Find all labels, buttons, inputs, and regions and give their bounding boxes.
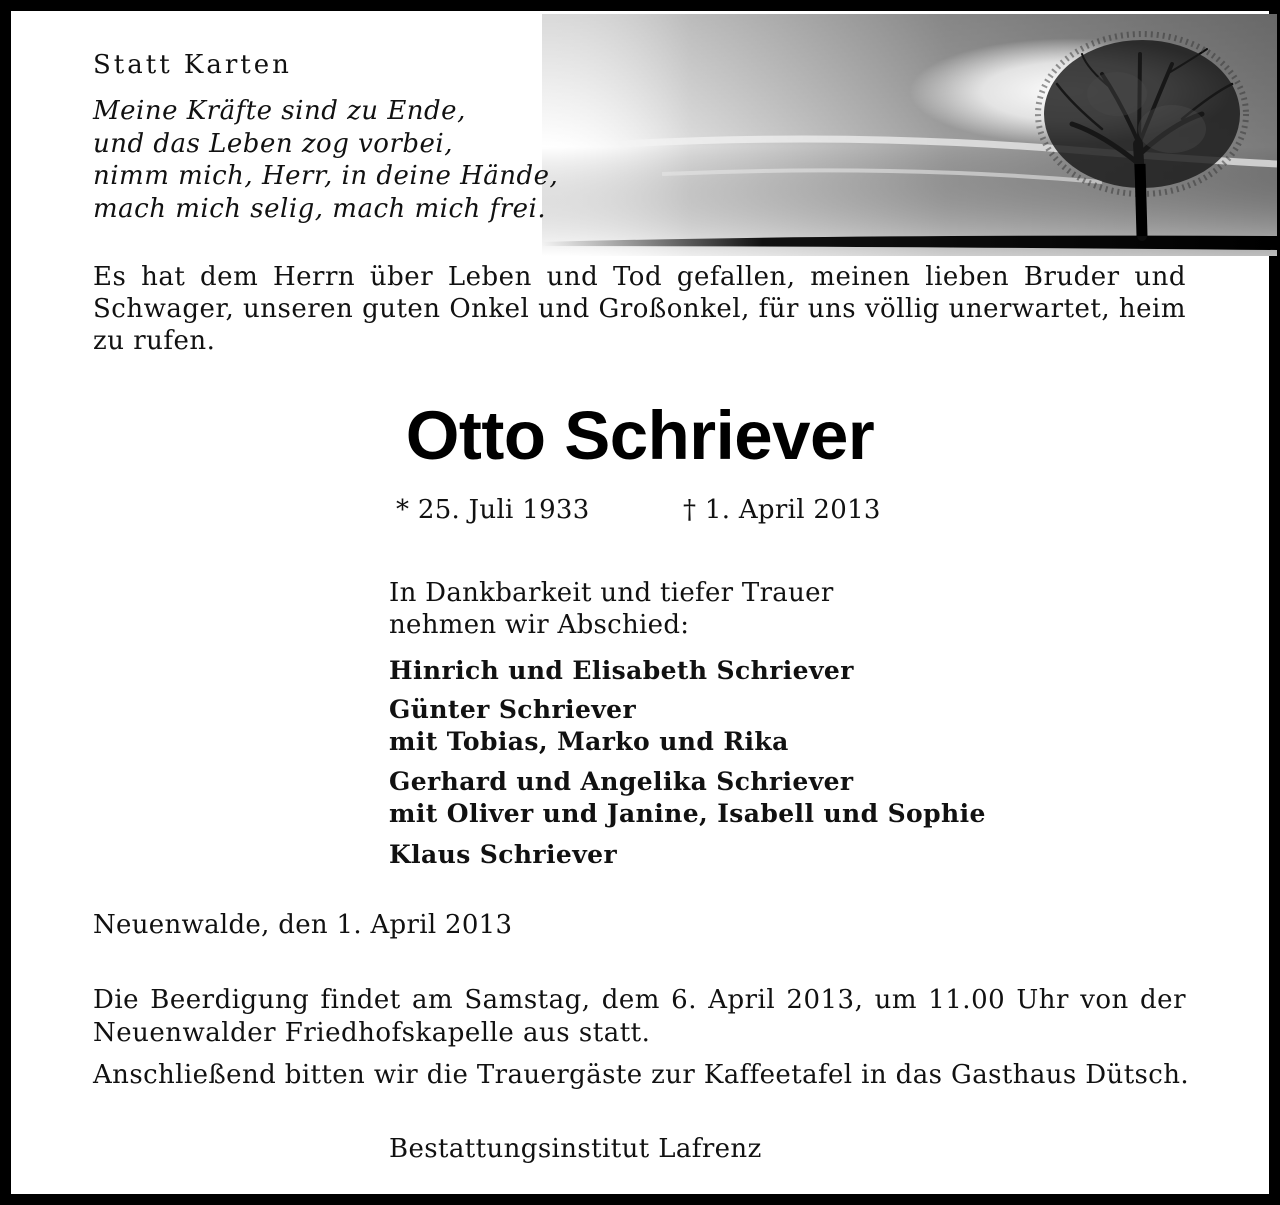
death-date: † 1. April 2013 — [683, 495, 881, 525]
intro-paragraph: Es hat dem Herrn über Leben und Tod gefallen, meinen lieben Bruder und Schwager, unseren guten Onkel und Großonkel, für uns völlig unerwartet, heim zu rufen. — [93, 262, 1186, 356]
statt-karten-label: Statt Karten — [93, 50, 292, 80]
farewell-text — [389, 577, 834, 641]
birth-date: * 25. Juli 1933 — [396, 495, 590, 525]
verse-line: Meine Kräfte sind zu Ende, — [93, 96, 466, 126]
verse-line: nimm mich, Herr, in deine Hände, — [93, 161, 559, 191]
funeral-info: Die Beerdigung findet am Samstag, dem 6. April 2013, um 11.00 Uhr von der Neuenwalder Friedhofskapelle aus statt. — [93, 985, 1186, 1048]
tree-landscape-image — [542, 14, 1277, 256]
mourner-line: mit Oliver und Janine, Isabell und Sophie — [389, 799, 986, 828]
mourner-line: Hinrich und Elisabeth Schriever — [389, 656, 854, 685]
place-date: Neuenwalde, den 1. April 2013 — [93, 910, 513, 940]
verse-line: und das Leben zog vorbei, — [93, 128, 453, 159]
mourner-line: Gerhard und Angelika Schriever — [389, 767, 854, 796]
farewell-line: In Dankbarkeit und tiefer Trauer — [389, 578, 834, 608]
deceased-name: Otto Schriever — [405, 397, 875, 474]
mourner-line: mit Tobias, Marko und Rika — [389, 727, 789, 756]
undertaker-name: Bestattungsinstitut Lafrenz — [389, 1134, 762, 1164]
farewell-line: nehmen wir Abschied: — [389, 610, 690, 640]
mourner-line: Klaus Schriever — [389, 840, 618, 869]
verse — [93, 95, 558, 225]
reception-info: Anschließend bitten wir die Trauergäste zur Kaffeetafel in das Gasthaus Dütsch. — [93, 1060, 1190, 1090]
mourner-line: Günter Schriever — [389, 695, 637, 724]
verse-line: mach mich selig, mach mich frei. — [93, 193, 547, 224]
